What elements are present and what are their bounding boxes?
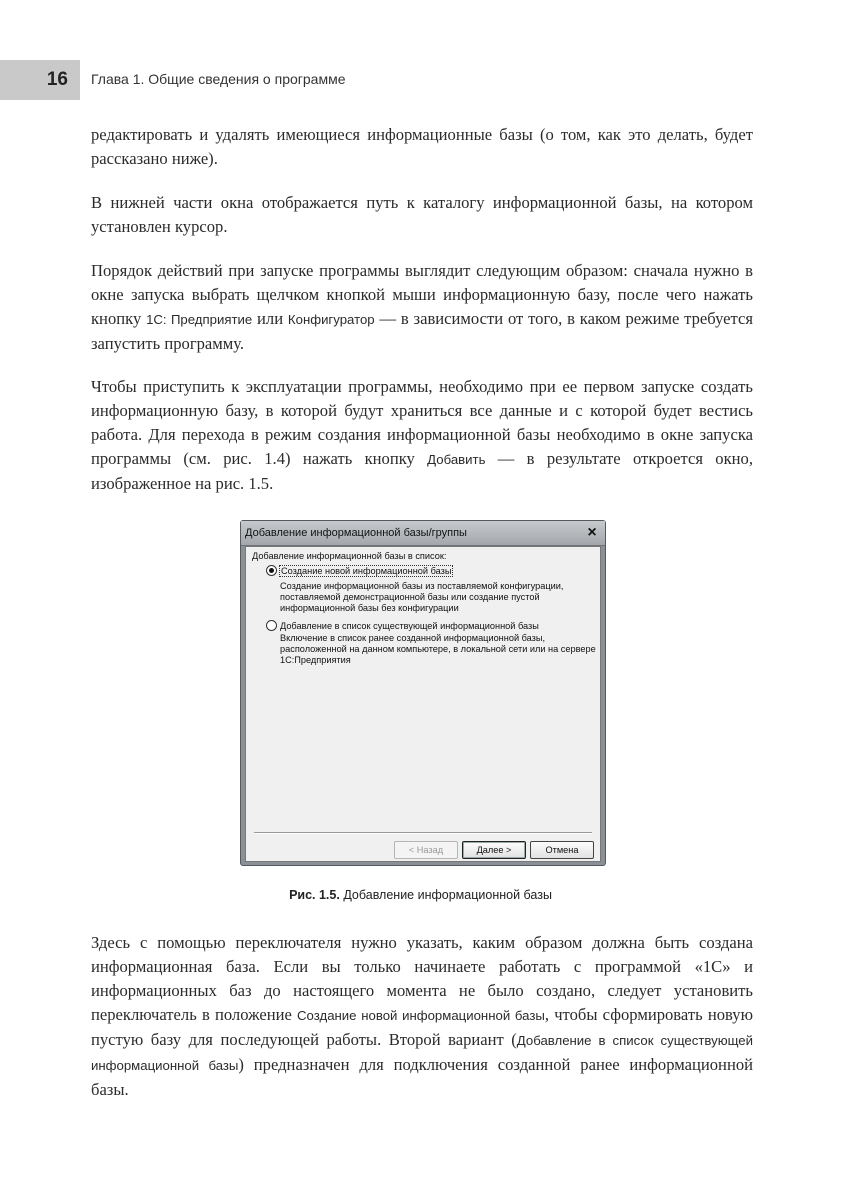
- radio-add-existing[interactable]: [266, 620, 277, 631]
- figure-caption-text: Добавление информационной базы: [339, 888, 552, 902]
- add-infobase-dialog: [240, 520, 606, 866]
- option-create-new[interactable]: [266, 565, 594, 576]
- cancel-button[interactable]: Отмена: [530, 841, 594, 859]
- radio-create-new[interactable]: [266, 565, 277, 576]
- term-add: Добавить: [427, 452, 486, 467]
- paragraph-5-text-1: Здесь с помощью переключателя нужно указать, каким образом должна быть создана информационная база. Если вы только начинаете работать с программой «1С» и информационных баз до настоящего момента не было создано, следует установить переключатель в положение: [91, 933, 753, 1024]
- option-add-existing[interactable]: [266, 620, 594, 631]
- paragraph-2: В нижней части окна отображается путь к каталогу информационной базы, на котором установлен курсор.: [91, 193, 753, 236]
- option-add-existing-description: Включение в список ранее созданной информационной базы, расположенной на данном компьютере, в локальной сети или на сервере 1С:Предприятия: [280, 633, 596, 665]
- figure-caption: [0, 888, 841, 902]
- paragraph-3-text-3: — в зависимости от того, в каком режиме требуется запустить программу.: [91, 309, 753, 353]
- term-create-new-infobase: Создание новой информационной базы: [297, 1008, 545, 1023]
- chapter-title: Глава 1. Общие сведения о программе: [91, 71, 346, 87]
- paragraph-4-text-1: Чтобы приступить к эксплуатации программы, необходимо при ее первом запуске создать информационную базу, в которой будут храниться все данные и с которой будет вестись работа. Для перехода в режим создания информационной базы необходимо в окне запуска программы (см. рис. 1.4) нажать кнопку: [91, 377, 753, 468]
- paragraph-5-text-2: , чтобы сформировать новую пустую базу для последующей работы. Второй вариант (: [91, 1005, 753, 1049]
- paragraph-3-text-2: или: [252, 309, 288, 328]
- paragraph-1: редактировать и удалять имеющиеся информационные базы (о том, как это делать, будет рассказано ниже).: [91, 125, 753, 168]
- dialog-title: Добавление информационной базы/группы: [245, 527, 467, 539]
- paragraph-4: [91, 375, 753, 496]
- option-create-new-label[interactable]: Создание новой информационной базы: [281, 565, 452, 576]
- dialog-prompt: Добавление информационной базы в список:: [252, 551, 447, 561]
- term-1c-enterprise: 1С: Предприятие: [146, 312, 253, 327]
- paragraph-3: [91, 259, 753, 356]
- option-create-new-description: Создание информационной базы из поставляемой конфигурации, поставляемой демонстрационной базы или создание пустой информационной базы без конфигурации: [280, 581, 564, 613]
- paragraph-5: [91, 931, 753, 1102]
- page-number: 16: [0, 60, 80, 100]
- next-button[interactable]: Далее >: [462, 841, 526, 859]
- close-icon[interactable]: ×: [587, 524, 597, 541]
- back-button[interactable]: < Назад: [394, 841, 458, 859]
- term-add-existing-infobase: Добавление в список существующей информационной базы: [91, 1033, 753, 1073]
- paragraph-4-text-2: — в результате откроется окно, изображенное на рис. 1.5.: [91, 449, 753, 493]
- term-configurator: Конфигуратор: [287, 312, 375, 327]
- figure-caption-label: Рис. 1.5.: [289, 888, 340, 902]
- paragraph-5-text-3: ) предназначен для подключения созданной ранее информационной базы.: [91, 1055, 753, 1099]
- option-add-existing-label[interactable]: Добавление в список существующей информационной базы: [280, 620, 539, 631]
- dialog-titlebar: [241, 521, 605, 546]
- dialog-body: [245, 546, 601, 862]
- paragraph-3-text-1: Порядок действий при запуске программы выглядит следующим образом: сначала нужно в окне запуска выбрать щелчком кнопкой мыши информационную базу, после чего нажать кнопку: [91, 261, 753, 328]
- dialog-divider: [254, 832, 592, 834]
- dialog-buttons: [394, 841, 594, 859]
